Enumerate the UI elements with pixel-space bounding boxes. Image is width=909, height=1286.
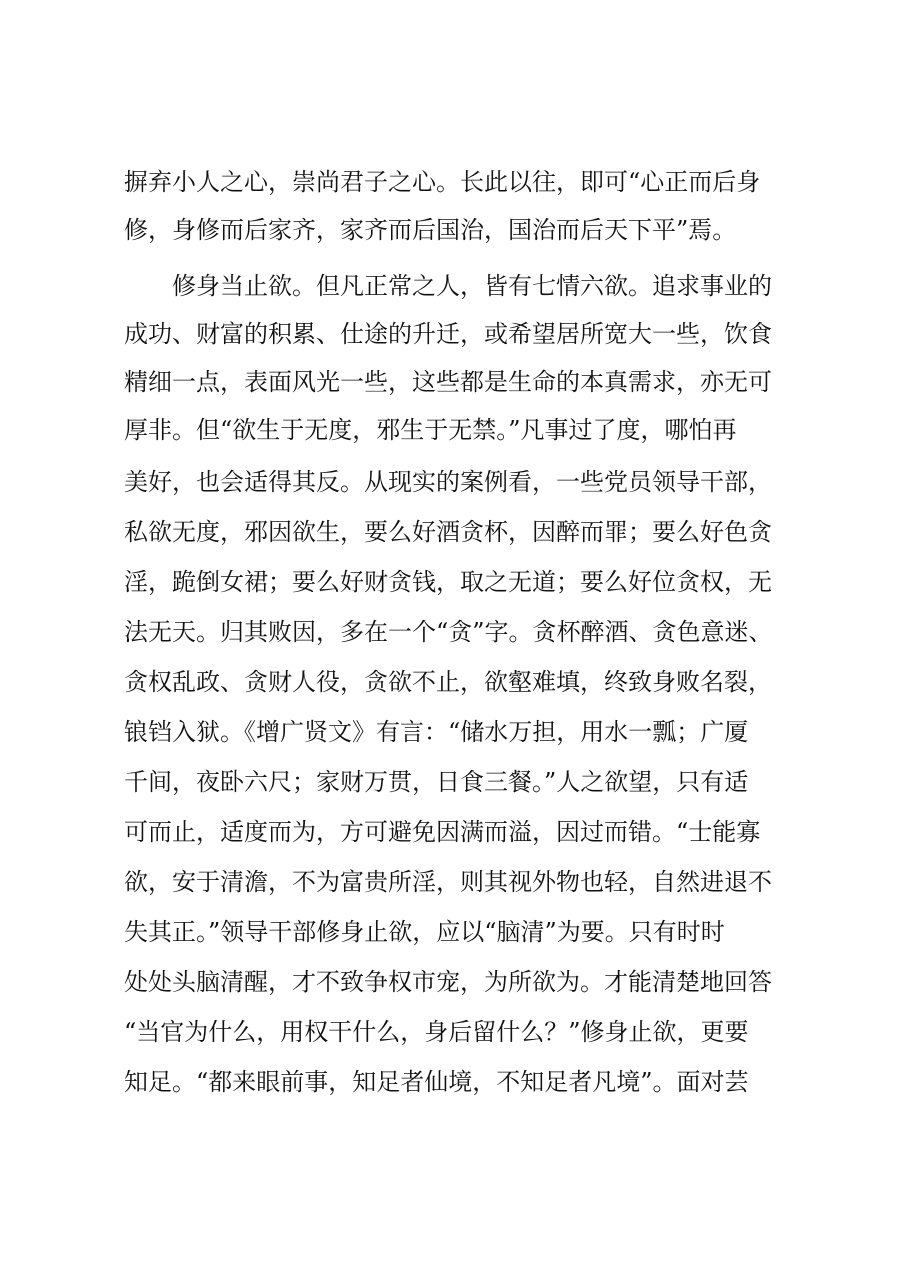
text-line: 摒弃小人之心，崇尚君子之心。长此以往，即可“心正而后身 xyxy=(124,168,761,196)
text-line: 千间，夜卧六尺；家财万贯，日食三餐。”人之欲望，只有适 xyxy=(124,768,749,796)
text-line: 法无天。归其败因，多在一个“贪”字。贪杯醉酒、贪色意迷、 xyxy=(124,618,773,646)
text-line: 淫，跪倒女裙；要么好财贪钱，取之无道；要么好位贪权，无 xyxy=(124,568,772,596)
text-line: “当官为什么，用权干什么，身后留什么？”修身止欲，更要 xyxy=(124,1018,749,1046)
text-line: 厚非。但“欲生于无度，邪生于无禁。”凡事过了度，哪怕再 xyxy=(124,416,737,444)
paragraph-first-line: 修身当止欲。但凡正常之人，皆有七情六欲。追求事业的 xyxy=(172,272,772,300)
text-line: 修，身修而后家齐，家齐而后国治，国治而后天下平”焉。 xyxy=(124,216,737,244)
text-line: 处处头脑清醒，才不致争权市宠，为所欲为。才能清楚地回答 xyxy=(124,968,772,996)
text-line: 可而止，适度而为，方可避免因满而溢，因过而错。“士能寡 xyxy=(124,818,761,846)
text-line: 贪权乱政、贪财人役，贪欲不止，欲壑难填，终致身败名裂， xyxy=(124,668,772,696)
text-line: 失其正。”领导干部修身止欲，应以“脑清”为要。只有时时 xyxy=(124,918,725,946)
text-line: 成功、财富的积累、仕途的升迁，或希望居所宽大一些，饮食 xyxy=(124,320,772,348)
text-line: 精细一点，表面风光一些，这些都是生命的本真需求，亦无可 xyxy=(124,368,772,396)
text-line: 私欲无度，邪因欲生，要么好酒贪杯，因醉而罪；要么好色贪 xyxy=(124,518,772,546)
text-line: 知足。“都来眼前事，知足者仙境，不知足者凡境”。面对芸 xyxy=(124,1068,749,1096)
text-line: 欲，安于清澹，不为富贵所淫，则其视外物也轻，自然进退不 xyxy=(124,868,772,896)
text-line: 锒铛入狱。《增广贤文》有言：“储水万担，用水一瓢；广厦 xyxy=(124,718,749,746)
text-line: 美好，也会适得其反。从现实的案例看，一些党员领导干部， xyxy=(124,468,772,496)
